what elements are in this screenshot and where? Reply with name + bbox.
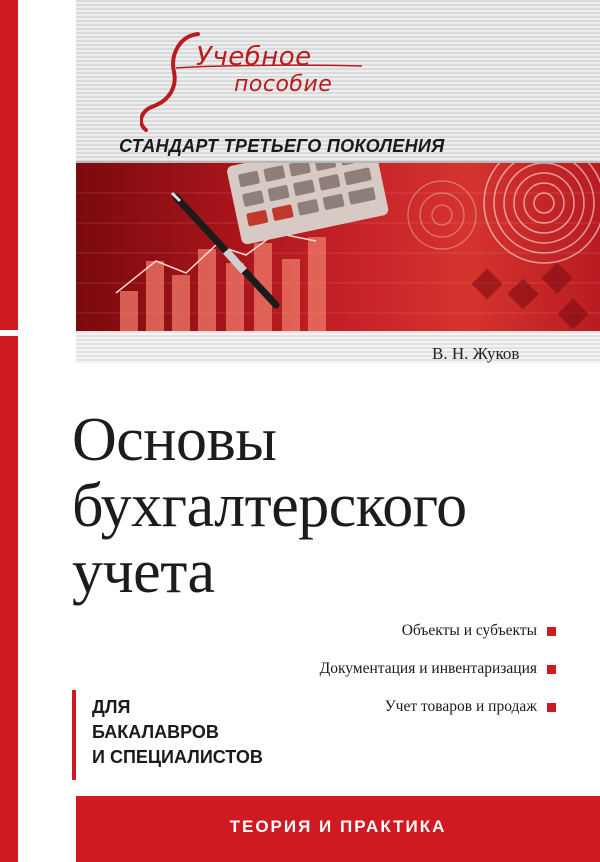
calculator-chart-photo-icon: [76, 163, 600, 331]
book-title: [72, 407, 467, 605]
feature-item: [320, 612, 556, 650]
audience-line-1: ДЛЯ: [92, 697, 131, 717]
strip-divider: [0, 330, 18, 336]
red-square-bullet-icon: [547, 665, 556, 674]
cover-photo-band: [76, 163, 600, 331]
left-red-strip: [0, 0, 18, 862]
feature-list: [320, 612, 556, 726]
audience-block: [72, 690, 263, 780]
series-label-line2: пособие: [234, 72, 333, 97]
audience-line-2: БАКАЛАВРОВ: [92, 722, 219, 742]
feature-item: [320, 650, 556, 688]
feature-text: Учет товаров и продаж: [384, 698, 537, 715]
title-line-2: бухгалтерского: [72, 472, 467, 540]
red-square-bullet-icon: [547, 703, 556, 712]
red-square-bullet-icon: [547, 627, 556, 636]
series-label-line1: Учебное: [196, 42, 312, 72]
feature-item: [320, 688, 556, 726]
author-name: В. Н. Жуков: [432, 344, 520, 363]
title-line-1: Основы: [72, 406, 277, 474]
author-strip: [76, 331, 600, 363]
standard-subtitle: СТАНДАРТ ТРЕТЬЕГО ПОКОЛЕНИЯ: [119, 136, 445, 156]
footer-band: [76, 796, 600, 862]
footer-label: ТЕОРИЯ И ПРАКТИКА: [229, 817, 447, 836]
feature-text: Объекты и субъекты: [401, 622, 537, 639]
feature-text: Документация и инвентаризация: [319, 660, 537, 677]
title-line-3: учета: [72, 538, 215, 606]
audience-line-3: И СПЕЦИАЛИСТОВ: [92, 747, 263, 767]
series-logo: [140, 26, 400, 136]
